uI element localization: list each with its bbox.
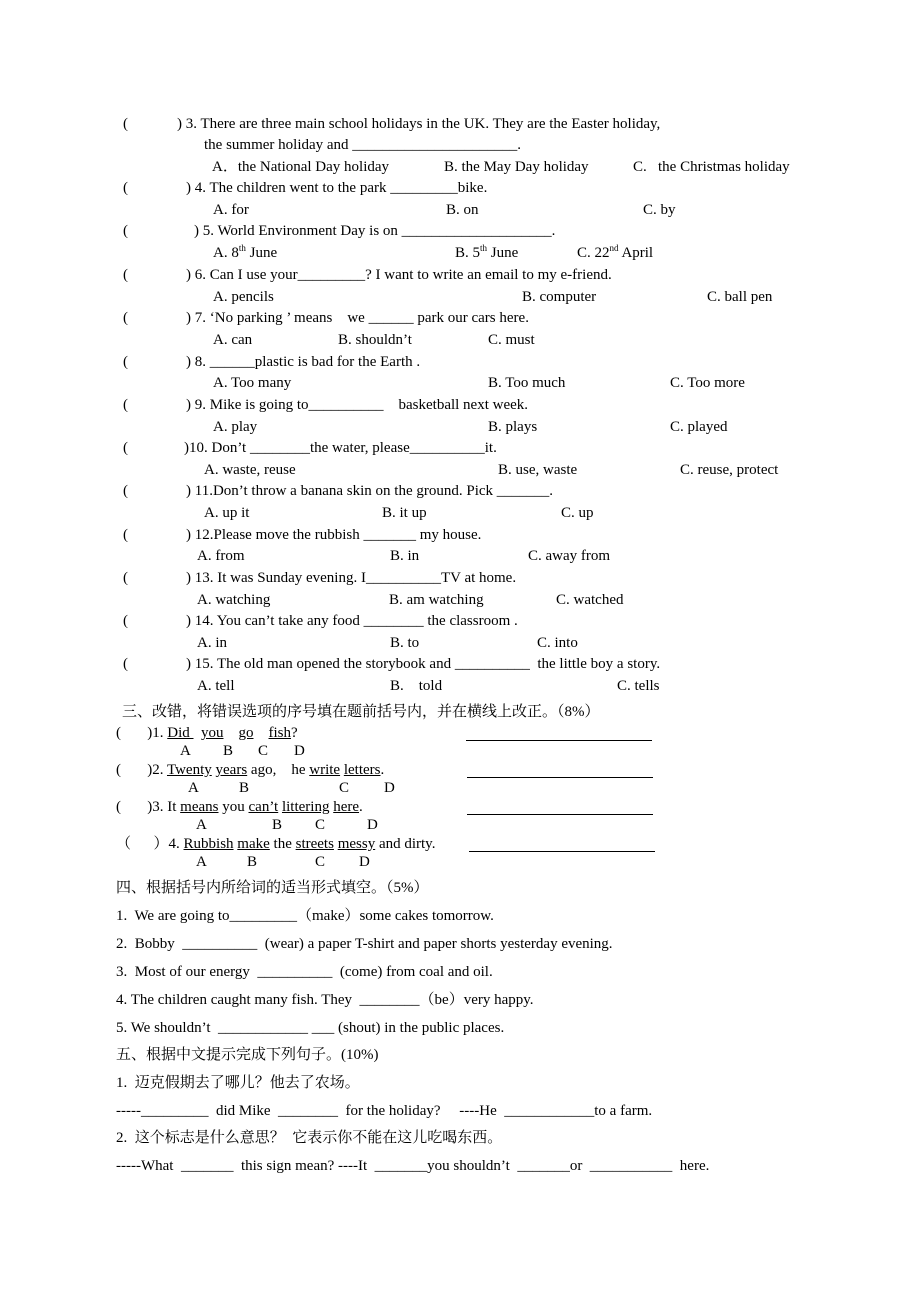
answer-bracket[interactable]: ( xyxy=(123,180,128,196)
sentence-segment: ? xyxy=(291,725,298,741)
option[interactable]: C. ball pen xyxy=(707,289,773,305)
sentence-segment: here xyxy=(333,799,360,815)
correction-item xyxy=(116,761,384,779)
answer-bracket[interactable]: （ xyxy=(116,836,154,852)
sentence-segment: messy xyxy=(337,836,376,852)
option[interactable]: A. from xyxy=(197,548,245,564)
question-stem: )10. Don’t ________the water, please__________it. xyxy=(184,440,497,456)
option[interactable]: A. Too many xyxy=(213,375,292,391)
sentence-segment: streets xyxy=(295,836,334,852)
option[interactable]: B. Too much xyxy=(488,375,566,391)
question-stem: ) 5. World Environment Day is on ____________________. xyxy=(194,223,556,239)
option-letter: A xyxy=(196,817,207,833)
option[interactable]: B. shouldn’t xyxy=(338,332,412,348)
option[interactable]: A. 8th June xyxy=(213,243,278,261)
option[interactable]: B. to xyxy=(390,635,420,651)
option[interactable]: C. reuse, protect xyxy=(680,462,779,478)
option[interactable]: B. computer xyxy=(522,289,597,305)
option[interactable]: C. into xyxy=(537,635,578,651)
fill-in-item[interactable]: 4. The children caught many fish. They ________（be）very happy. xyxy=(116,992,534,1008)
sentence-segment xyxy=(194,725,202,741)
sentence-segment: the xyxy=(269,836,296,852)
sentence-segment: and dirty. xyxy=(375,836,436,852)
option-letter: B xyxy=(239,780,250,796)
sentence-segment: make xyxy=(237,836,270,852)
option-letter: B xyxy=(223,743,234,759)
question-stem: ) 14. You can’t take any food ________ the classroom . xyxy=(186,613,518,629)
option[interactable]: B. told xyxy=(390,678,443,694)
option[interactable]: A. for xyxy=(213,202,249,218)
sentence-segment: years xyxy=(215,762,248,778)
answer-bracket[interactable]: ( xyxy=(123,397,128,413)
correction-item xyxy=(116,798,363,816)
option[interactable]: B. am watching xyxy=(389,592,484,608)
sentence-segment xyxy=(254,725,269,741)
sentence-segment: Twenty xyxy=(166,762,212,778)
option[interactable]: C. 22nd April xyxy=(577,243,654,261)
question-stem: ) 9. Mike is going to__________ basketball next week. xyxy=(186,397,529,413)
option[interactable]: B. on xyxy=(446,202,479,218)
sentence-segment: go xyxy=(238,725,254,741)
option[interactable]: A. up it xyxy=(204,505,250,521)
fill-in-item[interactable]: 5. We shouldn’t ____________ ___ (shout) in the public places. xyxy=(116,1020,505,1036)
sentence-completion[interactable]: -----What _______ this sign mean? ----It _______you shouldn’t _______or ___________ here. xyxy=(116,1158,710,1174)
option-letter: A xyxy=(196,854,207,870)
sentence-segment: . xyxy=(380,762,385,778)
item-number: )3. It xyxy=(147,799,181,815)
option-letter: A xyxy=(188,780,199,796)
answer-bracket[interactable]: ( xyxy=(123,527,128,543)
answer-bracket[interactable]: ( xyxy=(116,799,148,815)
answer-bracket[interactable]: ( xyxy=(123,223,128,239)
option-letter: D xyxy=(367,817,378,833)
sentence-segment: letters xyxy=(343,762,381,778)
sentence-segment: Did xyxy=(167,725,194,741)
option-letter: C xyxy=(315,817,326,833)
question-stem: ) 13. It was Sunday evening. I__________TV at home. xyxy=(186,570,517,586)
sentence-segment: fish xyxy=(268,725,291,741)
option-letter: B xyxy=(247,854,258,870)
option-letter: D xyxy=(384,780,395,796)
option[interactable]: B. the May Day holiday xyxy=(444,159,589,175)
sentence-segment: means xyxy=(180,799,219,815)
chinese-prompt: 1. 迈克假期去了哪儿？他去了农场。 xyxy=(116,1075,360,1091)
fill-in-item[interactable]: 1. We are going to_________（make）some cakes tomorrow. xyxy=(116,908,494,924)
correction-item xyxy=(116,724,298,742)
section-title: 四、根据括号内所给词的适当形式填空。（5%） xyxy=(116,880,429,896)
correction-answer-line[interactable] xyxy=(467,777,653,778)
option[interactable]: C. Too more xyxy=(670,375,745,391)
section-title: 五、根据中文提示完成下列句子。(10%) xyxy=(116,1047,379,1063)
answer-bracket[interactable]: ( xyxy=(123,613,128,629)
option[interactable]: B. it up xyxy=(382,505,427,521)
section-title: 三、改错，将错误选项的序号填在题前括号内，并在横线上改正。（8%） xyxy=(122,704,600,720)
option[interactable]: C. watched xyxy=(556,592,624,608)
sentence-segment: ago, he xyxy=(247,762,310,778)
option[interactable]: B. in xyxy=(390,548,420,564)
option[interactable]: C. away from xyxy=(528,548,611,564)
option-letter: A xyxy=(180,743,191,759)
option[interactable]: B. 5th June xyxy=(455,243,519,261)
correction-answer-line[interactable] xyxy=(467,814,653,815)
option[interactable]: C. up xyxy=(561,505,594,521)
answer-bracket[interactable]: ( xyxy=(116,762,148,778)
option-letter: C xyxy=(339,780,350,796)
option[interactable]: A. watching xyxy=(197,592,271,608)
answer-bracket[interactable]: ( xyxy=(123,354,128,370)
chinese-prompt: 2. 这个标志是什么意思？ 它表示你不能在这儿吃喝东西。 xyxy=(116,1130,503,1146)
question-stem: ) 3. There are three main school holidays in the UK. They are the Easter holiday, xyxy=(177,116,661,132)
question-stem: ) 6. Can I use your_________? I want to write an email to my e-friend. xyxy=(186,267,612,283)
question-stem: ) 12.Please move the rubbish _______ my house. xyxy=(186,527,482,543)
correction-answer-line[interactable] xyxy=(466,740,652,741)
option-letter: D xyxy=(294,743,305,759)
correction-item xyxy=(116,835,435,853)
option[interactable]: A．the National Day holiday xyxy=(212,159,390,175)
option[interactable]: C. by xyxy=(643,202,676,218)
sentence-segment: you xyxy=(218,799,249,815)
fill-in-item[interactable]: 2. Bobby __________ (wear) a paper T-shirt and paper shorts yesterday evening. xyxy=(116,936,613,952)
sentence-completion[interactable]: -----_________ did Mike ________ for the holiday? ----He ____________to a farm. xyxy=(116,1103,653,1119)
correction-answer-line[interactable] xyxy=(469,851,655,852)
option[interactable]: C. played xyxy=(670,419,728,435)
question-stem: ) 4. The children went to the park _________bike. xyxy=(186,180,488,196)
question-stem: ) 11.Don’t throw a banana skin on the ground. Pick _______. xyxy=(186,483,554,499)
sentence-segment: Rubbish xyxy=(183,836,234,852)
answer-bracket[interactable]: ( xyxy=(123,570,128,586)
sentence-segment xyxy=(224,725,239,741)
option-letter: C xyxy=(258,743,269,759)
answer-bracket[interactable]: ( xyxy=(123,483,128,499)
item-number: )2. xyxy=(147,762,167,778)
option[interactable]: B. plays xyxy=(488,419,538,435)
option-letter: B xyxy=(272,817,283,833)
option[interactable]: A. in xyxy=(197,635,227,651)
answer-bracket[interactable]: ( xyxy=(123,440,128,456)
option-letter: C xyxy=(315,854,326,870)
item-number: )1. xyxy=(147,725,168,741)
sentence-segment: . xyxy=(359,799,363,815)
question-stem-cont: the summer holiday and ______________________. xyxy=(204,137,522,153)
sentence-segment: you xyxy=(201,725,224,741)
sentence-segment: can’t xyxy=(248,799,279,815)
question-stem: ) 7. ‘No parking ’ means we ______ park our cars here. xyxy=(186,310,529,326)
option[interactable]: A. can xyxy=(213,332,253,348)
sentence-segment: write xyxy=(309,762,341,778)
option-letter: D xyxy=(359,854,370,870)
item-number: ）4. xyxy=(153,836,184,852)
answer-bracket[interactable]: ( xyxy=(116,725,148,741)
fill-in-item[interactable]: 3. Most of our energy __________ (come) from coal and oil. xyxy=(116,964,493,980)
option[interactable]: A. tell xyxy=(197,678,235,694)
answer-bracket[interactable]: ( xyxy=(123,656,128,672)
question-stem: ) 8. ______plastic is bad for the Earth . xyxy=(186,354,421,370)
option[interactable]: A. pencils xyxy=(213,289,274,305)
answer-bracket[interactable]: ( xyxy=(123,267,128,283)
option[interactable]: C. the Christmas holiday xyxy=(633,159,790,175)
option[interactable]: C. must xyxy=(488,332,535,348)
option[interactable]: C. tells xyxy=(617,678,660,694)
sentence-segment: littering xyxy=(281,799,330,815)
answer-bracket[interactable]: ( xyxy=(123,116,128,132)
option[interactable]: B. use, waste xyxy=(498,462,578,478)
option[interactable]: A. play xyxy=(213,419,258,435)
option[interactable]: A. waste, reuse xyxy=(204,462,296,478)
answer-bracket[interactable]: ( xyxy=(123,310,128,326)
question-stem: ) 15. The old man opened the storybook and __________ the little boy a story. xyxy=(186,656,661,672)
